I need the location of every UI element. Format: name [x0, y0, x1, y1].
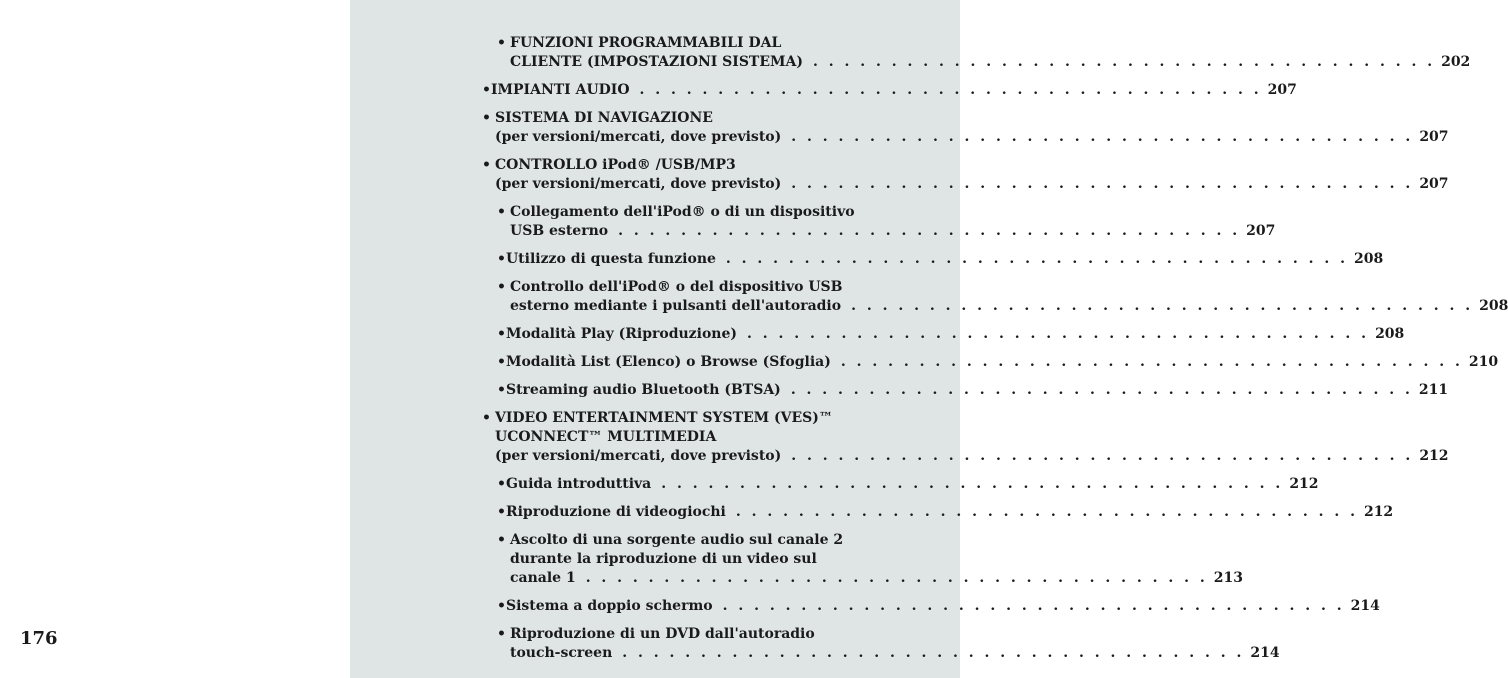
toc-entry-text: Sistema a doppio schermo [505, 598, 713, 614]
toc-entry-text: Modalità Play (Riproduzione) [505, 326, 737, 342]
bullet-icon: • [497, 476, 506, 492]
dot-leader: . . . . . . . . . . . . . . . . . . . . . . . . . . . . . . . . . . . . . . . . [722, 598, 1345, 614]
bullet-icon: • [497, 532, 506, 548]
dot-leader: . . . . . . . . . . . . . . . . . . . . . . . . . . . . . . . . . . . . . . . . [618, 223, 1241, 239]
bullet-icon: • [482, 110, 491, 126]
dot-leader: . . . . . . . . . . . . . . . . . . . . . . . . . . . . . . . . . . . . . . . . [851, 298, 1474, 314]
dot-leader: . . . . . . . . . . . . . . . . . . . . . . . . . . . . . . . . . . . . . . . . [639, 82, 1262, 98]
bullet-icon: • [482, 82, 491, 98]
toc-entry-text: VIDEO ENTERTAINMENT SYSTEM (VES)™ [495, 410, 833, 426]
toc-entry[interactable] [480, 278, 1508, 316]
toc-entry-text: Guida introduttiva [505, 476, 652, 492]
toc-entry[interactable] [480, 353, 1499, 372]
dot-leader: . . . . . . . . . . . . . . . . . . . . . . . . . . . . . . . . . . . . . . . . [813, 54, 1436, 70]
toc-page-number: 202 [1441, 54, 1471, 70]
toc-entry-text: (per versioni/mercati, dove previsto) [495, 176, 782, 192]
dot-leader: . . . . . . . . . . . . . . . . . . . . . . . . . . . . . . . . . . . . . . . . [747, 326, 1370, 342]
bullet-icon: • [497, 598, 506, 614]
toc-entry[interactable] [480, 625, 1280, 663]
toc-entry[interactable] [480, 109, 1449, 147]
toc-page-number: 207 [1267, 82, 1297, 98]
bullet-icon: • [497, 279, 506, 295]
toc-entry-text: USB esterno [510, 223, 609, 239]
toc-entry-text: Streaming audio Bluetooth (BTSA) [505, 382, 781, 398]
toc-entry-text: esterno mediante i pulsanti dell'autoradio [510, 298, 842, 314]
toc-entry-text: SISTEMA DI NAVIGAZIONE [495, 110, 713, 126]
toc-entry-text: Ascolto di una sorgente audio sul canale 2 [510, 532, 844, 548]
bullet-icon: • [497, 504, 506, 520]
toc-page-number: 213 [1213, 570, 1243, 586]
page-number: 176 [20, 628, 58, 649]
dot-leader: . . . . . . . . . . . . . . . . . . . . . . . . . . . . . . . . . . . . . . . . [791, 448, 1414, 464]
toc-page-number: 212 [1289, 476, 1319, 492]
toc-entry[interactable] [480, 475, 1319, 494]
toc-entry[interactable] [480, 250, 1384, 269]
toc-page-number: 208 [1353, 251, 1384, 267]
toc-entry[interactable] [480, 156, 1449, 194]
toc-entry-text: Riproduzione di videogiochi [505, 504, 726, 520]
dot-leader: . . . . . . . . . . . . . . . . . . . . . . . . . . . . . . . . . . . . . . . . [790, 382, 1413, 398]
toc-entry-text: (per versioni/mercati, dove previsto) [495, 448, 782, 464]
toc-page-number: 212 [1363, 504, 1394, 520]
toc-entry-text: CLIENTE (IMPOSTAZIONI SISTEMA) [510, 54, 804, 70]
toc-entry[interactable] [480, 381, 1449, 400]
toc-entry-text: FUNZIONI PROGRAMMABILI DAL [510, 35, 782, 51]
toc-entry-text: canale 1 [510, 570, 576, 586]
dot-leader: . . . . . . . . . . . . . . . . . . . . . . . . . . . . . . . . . . . . . . . . [661, 476, 1284, 492]
toc-entry-text: Riproduzione di un DVD dall'autoradio [510, 626, 815, 642]
toc-entry[interactable] [480, 597, 1380, 616]
toc-page-number: 212 [1419, 448, 1449, 464]
toc-page-number: 207 [1246, 223, 1276, 239]
toc-entry[interactable] [480, 34, 1471, 72]
toc-entry-text: touch-screen [510, 645, 613, 661]
dot-leader: . . . . . . . . . . . . . . . . . . . . . . . . . . . . . . . . . . . . . . . . [735, 504, 1358, 520]
toc-entry-text: Modalità List (Elenco) o Browse (Sfoglia) [505, 354, 831, 370]
bullet-icon: • [497, 251, 506, 267]
toc-entry[interactable] [480, 325, 1405, 344]
dot-leader: . . . . . . . . . . . . . . . . . . . . . . . . . . . . . . . . . . . . . . . . [725, 251, 1348, 267]
toc-entry-text: UCONNECT™ MULTIMEDIA [495, 429, 717, 445]
toc-entry[interactable] [480, 203, 1276, 241]
toc-entry-text: durante la riproduzione di un video sul [510, 551, 817, 567]
bullet-icon: • [497, 354, 506, 370]
toc-entry-text: Controllo dell'iPod® o del dispositivo USB [510, 279, 843, 295]
bullet-icon: • [497, 35, 506, 51]
toc-entry[interactable] [480, 409, 1449, 466]
dot-leader: . . . . . . . . . . . . . . . . . . . . . . . . . . . . . . . . . . . . . . . . [840, 354, 1463, 370]
toc-entry-text: (per versioni/mercati, dove previsto) [495, 129, 782, 145]
toc-entry-text: Collegamento dell'iPod® o di un dispositivo [510, 204, 855, 220]
dot-leader: . . . . . . . . . . . . . . . . . . . . . . . . . . . . . . . . . . . . . . . . [791, 176, 1414, 192]
table-of-contents [480, 34, 1508, 672]
toc-page-number: 207 [1419, 129, 1449, 145]
toc-page-number: 207 [1419, 176, 1449, 192]
bullet-icon: • [497, 204, 506, 220]
toc-entry-text: IMPIANTI AUDIO [490, 82, 630, 98]
dot-leader: . . . . . . . . . . . . . . . . . . . . . . . . . . . . . . . . . . . . . . . . [791, 129, 1414, 145]
toc-page-number: 210 [1468, 354, 1499, 370]
toc-entry[interactable] [480, 503, 1394, 522]
toc-page-number: 208 [1479, 298, 1508, 314]
toc-entry[interactable] [480, 531, 1243, 588]
dot-leader: . . . . . . . . . . . . . . . . . . . . . . . . . . . . . . . . . . . . . . . . [585, 570, 1208, 586]
bullet-icon: • [497, 326, 506, 342]
bullet-icon: • [482, 410, 491, 426]
dot-leader: . . . . . . . . . . . . . . . . . . . . . . . . . . . . . . . . . . . . . . . . [622, 645, 1245, 661]
toc-page-number: 214 [1350, 598, 1380, 614]
bullet-icon: • [482, 157, 491, 173]
bullet-icon: • [497, 382, 506, 398]
bullet-icon: • [497, 626, 506, 642]
toc-page-number: 214 [1250, 645, 1280, 661]
toc-page-number: 211 [1418, 382, 1449, 398]
toc-entry-text: CONTROLLO iPod® /USB/MP3 [495, 157, 736, 173]
toc-page-number: 208 [1375, 326, 1405, 342]
toc-entry[interactable] [480, 81, 1297, 100]
toc-entry-text: Utilizzo di questa funzione [505, 251, 716, 267]
